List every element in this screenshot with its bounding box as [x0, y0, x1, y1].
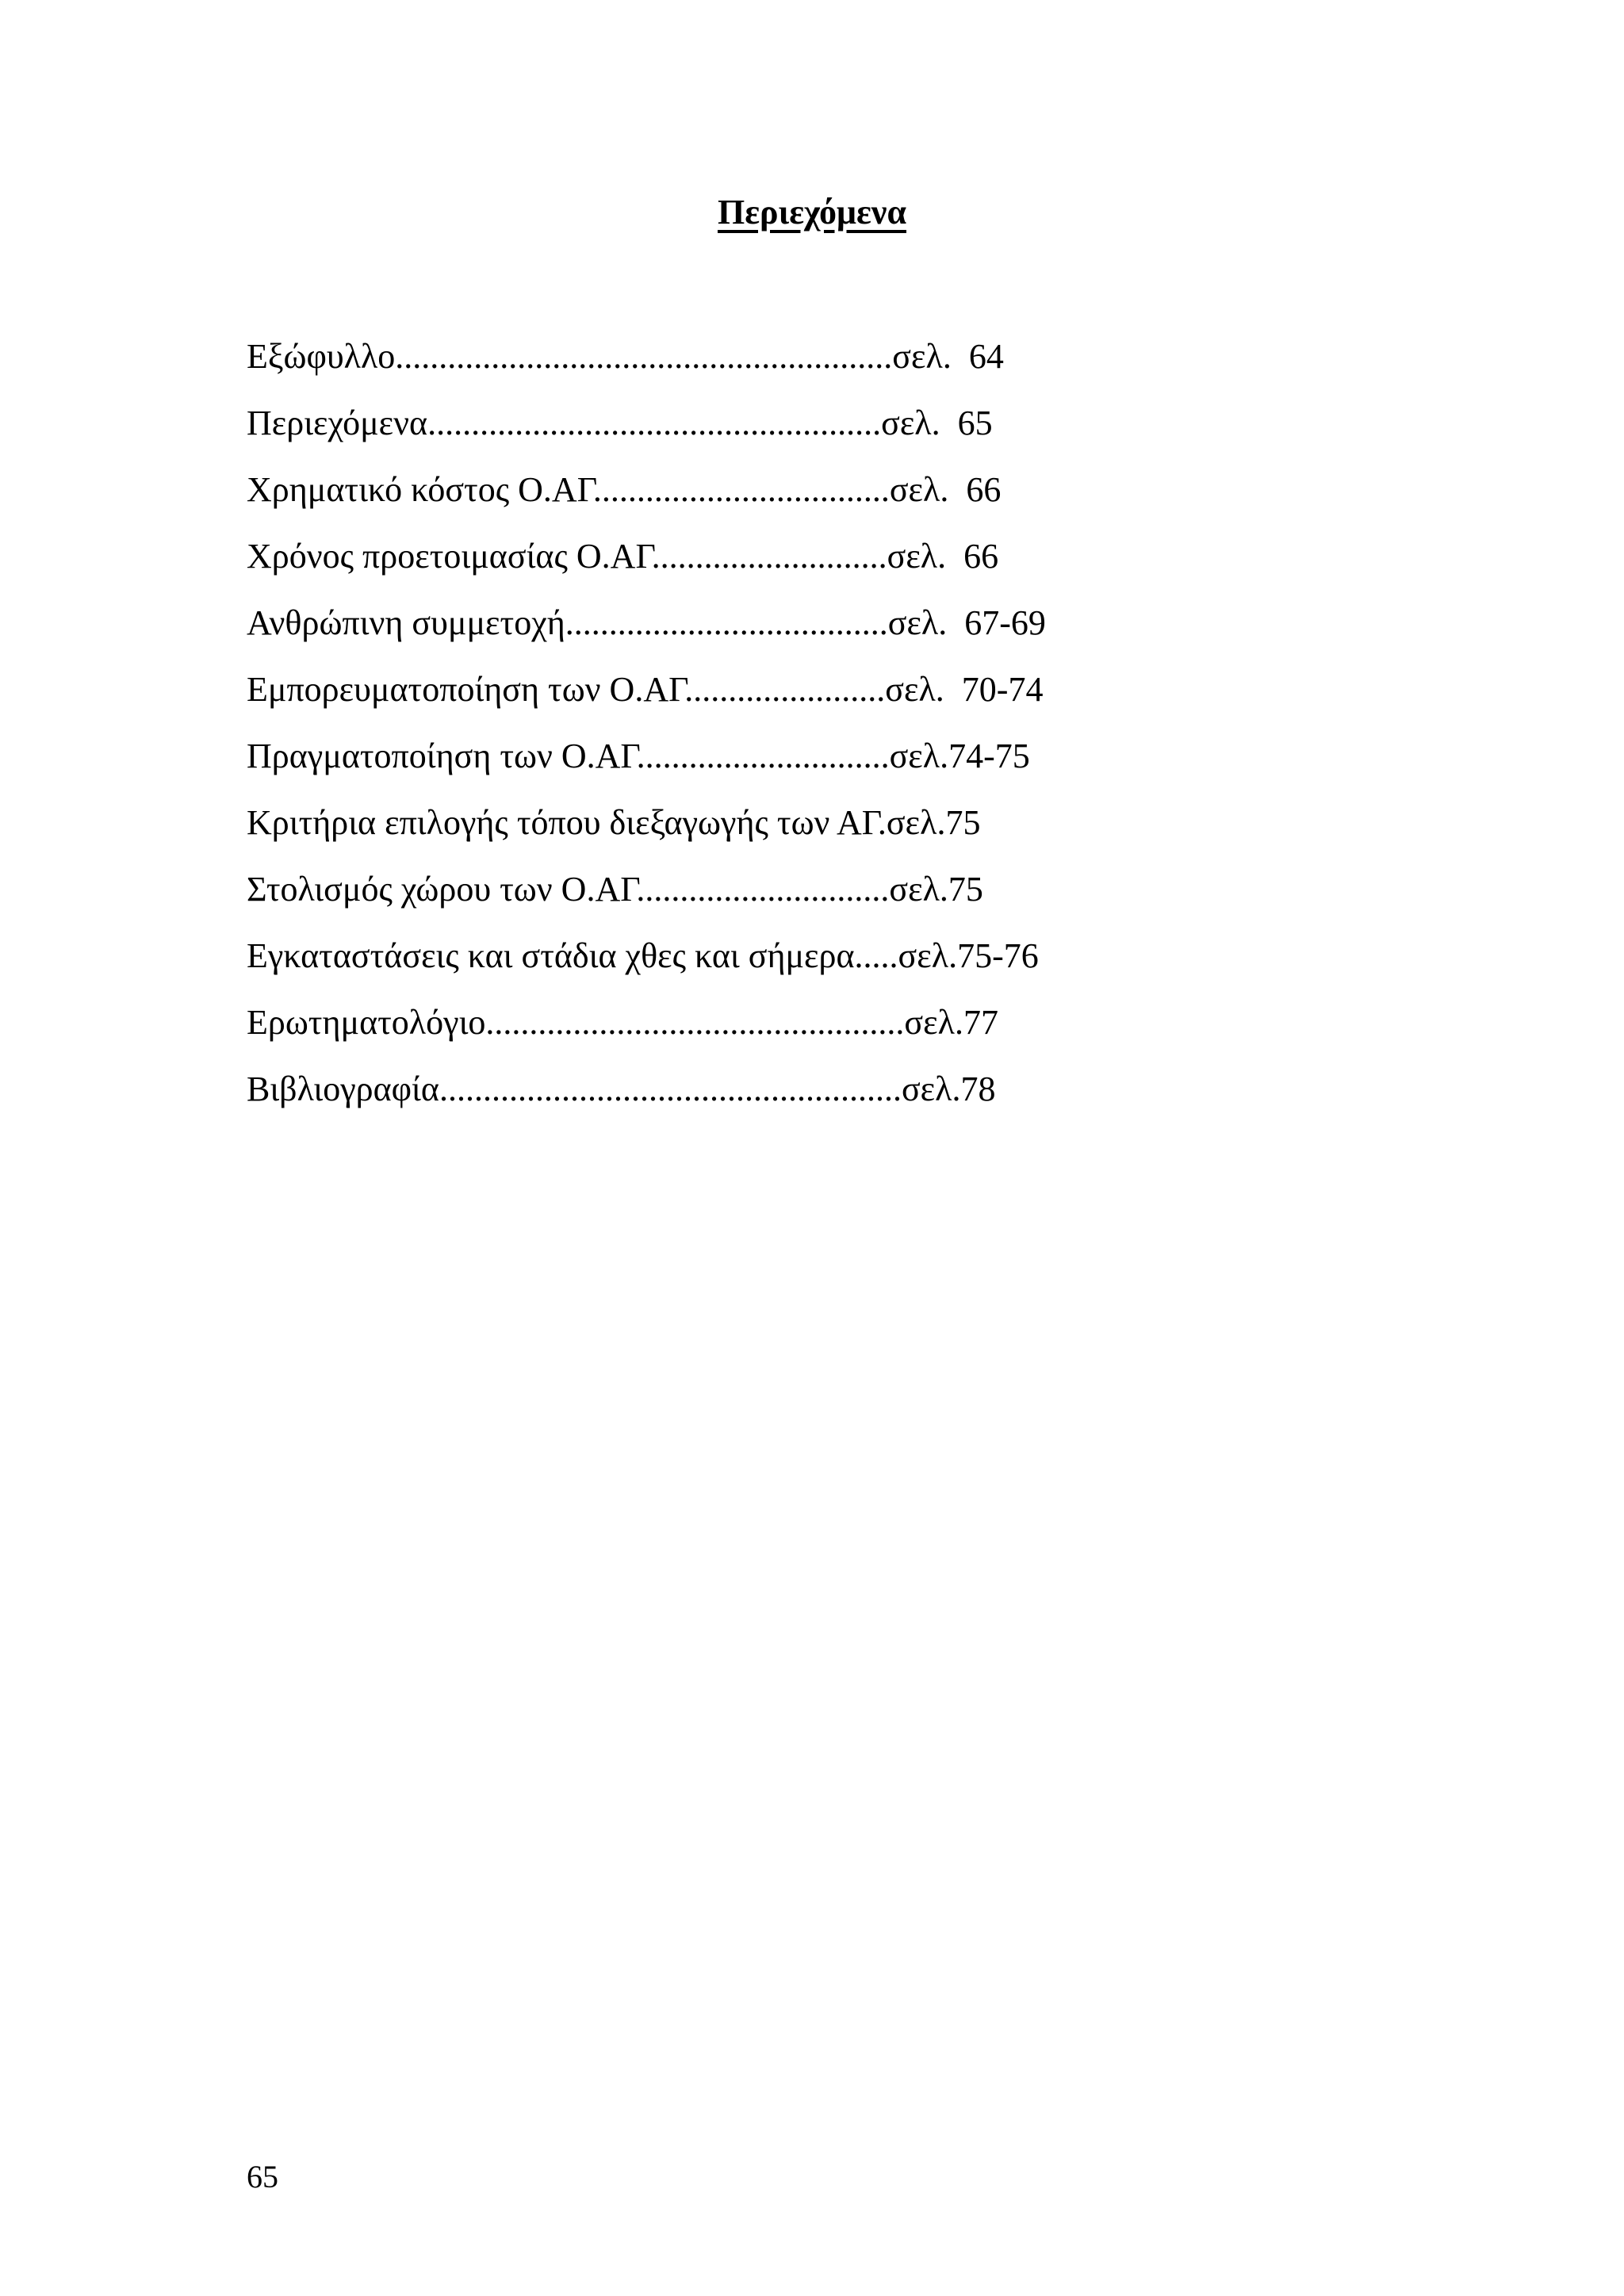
- toc-entry-bibliography: Βιβλιογραφία.....................................................σελ.78: [247, 1070, 996, 1108]
- toc-entry-commercialization: Εμπορευματοποίηση των Ο.ΑΓ.......................σελ. 70-74: [247, 670, 1044, 709]
- toc-entry-human-participation: Ανθρώπινη συμμετοχή.....................................σελ. 67-69: [247, 603, 1046, 642]
- page-title: Περιεχόμενα: [717, 193, 907, 232]
- toc-entry-questionnaire: Ερωτηματολόγιο................................................σελ.77: [247, 1003, 998, 1042]
- toc-entry-monetary-cost: Χρηματικό κόστος Ο.ΑΓ..................................σελ. 66: [247, 470, 1002, 509]
- table-of-contents: [247, 323, 1046, 1123]
- toc-entry-facilities-stadiums: Εγκαταστάσεις και στάδια χθες και σήμερα.....σελ.75-76: [247, 936, 1039, 975]
- toc-entry-preparation-time: Χρόνος προετοιμασίας Ο.ΑΓ...........................σελ. 66: [247, 537, 999, 576]
- toc-entry-venue-decoration: Στολισμός χώρου των Ο.ΑΓ.............................σελ.75: [247, 870, 983, 909]
- page-number: 65: [247, 2159, 278, 2195]
- toc-entry-cover: Εξώφυλλο.........................................................σελ. 64: [247, 337, 1004, 376]
- toc-entry-contents: Περιεχόμενα....................................................σελ. 65: [247, 404, 993, 442]
- toc-entry-realization: Πραγματοποίηση των Ο.ΑΓ.............................σελ.74-75: [247, 737, 1030, 775]
- toc-entry-venue-criteria: Κριτήρια επιλογής τόπου διεξαγωγής των ΑΓ.σελ.75: [247, 803, 981, 842]
